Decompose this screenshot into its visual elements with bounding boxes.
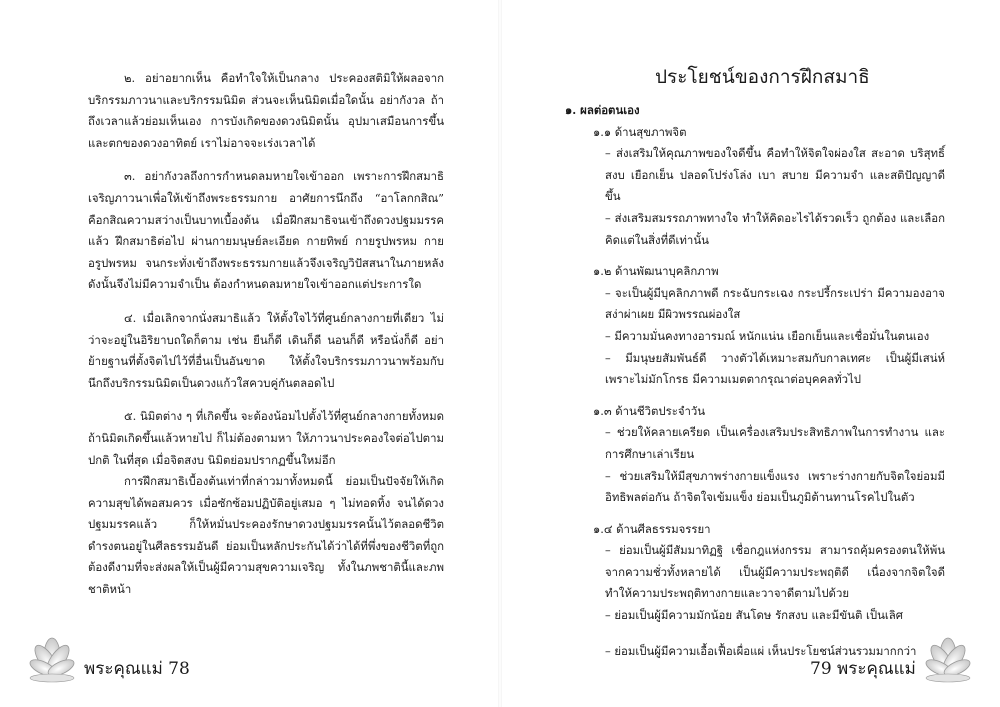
- list-item: – ย่อมเป็นผู้มีความเอื้อเฟื้อเผื่อแผ่ เห็นประโยชน์ส่วนรวมมากกว่า: [605, 643, 917, 658]
- left-page-body: [88, 68, 444, 601]
- lotus-icon: [918, 628, 978, 688]
- list-item: – ส่งเสริมสมรรถภาพทางใจ ทำให้คิดอะไรได้รวดเร็ว ถูกต้อง และเลือกคิดแต่ในสิ่งที่ดีเท่านั้น: [605, 210, 945, 247]
- paragraph-3: ๓. อย่ากังวลถึงการกำหนดลมหายใจเข้าออก เพราะการฝึกสมาธิเจริญภาวนาเพื่อให้เข้าถึงพระธรรมกาย อาศัยการนึกถึง “อาโลกกสิณ” คือกสิณความสว่างเป็นบาทเบื้องต้น เมื่อฝึกสมาธิจนเข้าถึงดวงปฐมมรรคแล้ว ฝึกสมาธิต่อไป ผ่านกายมนุษย์ละเอียด กายทิพย์ กายรูปพรหม กายอรูปพรหม จนกระทั่งเข้าถึงพระธรรมกายแล้วจึงเจริญวิปัสสนาในภายหลัง ดังนั้นจึงไม่มีความจำเป็น ต้องกำหนดลมหายใจเข้าออกแต่ประการใด: [88, 169, 444, 292]
- list-item: – ส่งเสริมให้คุณภาพของใจดีขึ้น คือทำให้จิตใจผ่องใส สะอาด บริสุทธิ์ สงบ เยือกเย็น ปลอดโปร่งโล่ง เบา สบาย มีความจำ และสติปัญญาดีขึ้น: [605, 146, 945, 204]
- right-page-body: [565, 100, 945, 662]
- subsection-heading: ๑.๓ ด้านชีวิตประจำวัน: [593, 403, 706, 418]
- right-page-footer: 79 พระคุณแม่: [810, 659, 916, 679]
- chapter-title: ประโยชน์ของการฝึกสมาธิ: [655, 66, 870, 88]
- paragraph-summary: การฝึกสมาธิเบื้องต้นเท่าที่กล่าวมาทั้งหมดนี้ ย่อมเป็นปัจจัยให้เกิดความสุขได้พอสมควร เมื่อซักซ้อมปฏิบัติอยู่เสมอ ๆ ไม่ทอดทิ้ง จนได้ดวงปฐมมรรคแล้ว ก็ให้หมั่นประคองรักษาดวงปฐมมรรคนั้นไว้ตลอดชีวิต ดำรงตนอยู่ในศีลธรรมอันดี ย่อมเป็นหลักประกันได้ว่าได้ที่พึ่งของชีวิตที่ถูกต้องดีงามที่จะส่งผลให้เป็นผู้มีความสุขความเจริญ ทั้งในภพชาตินี้และภพชาติหน้า: [88, 474, 444, 597]
- list-item: – จะเป็นผู้มีบุคลิกภาพดี กระฉับกระเฉง กระปรี้กระเปร่า มีความองอาจสง่าผ่าเผย มีผิวพรรณผ่องใส: [605, 285, 945, 322]
- subsection-heading: ๑.๑ ด้านสุขภาพจิต: [593, 124, 687, 139]
- list-item: – ช่วยเสริมให้มีสุขภาพร่างกายแข็งแรง เพราะร่างกายกับจิตใจย่อมมีอิทธิพลต่อกัน ถ้าจิตใจเข้มแข็ง ย่อมเป็นภูมิต้านทานโรคไปในตัว: [605, 468, 945, 505]
- paragraph-4: ๔. เมื่อเลิกจากนั่งสมาธิแล้ว ให้ตั้งใจไว้ที่ศูนย์กลางกายที่เดียว ไม่ว่าจะอยู่ในอิริยาบถใดก็ตาม เช่น ยืนก็ดี เดินก็ดี นอนก็ดี หรือนั่งก็ดี อย่าย้ายฐานที่ตั้งจิตไปไว้ที่อื่นเป็นอันขาด ให้ตั้งใจบริกรรมภาวนาพร้อมกับนึกถึงบริกรรมนิมิตเป็นดวงแก้วใสควบคู่กันตลอดไป: [88, 310, 444, 390]
- list-item: – ช่วยให้คลายเครียด เป็นเครื่องเสริมประสิทธิภาพในการทำงาน และการศึกษาเล่าเรียน: [605, 425, 945, 461]
- list-item: – ย่อมเป็นผู้มีสัมมาทิฏฐิ เชื่อกฎแห่งกรรม สามารถคุ้มครองตนให้พ้นจากความชั่วทั้งหลายได้ เป็นผู้มีความประพฤติดี เนื่องจากจิตใจดี ทำให้ความประพฤติทางกายและวาจาดีตามไปด้วย: [605, 543, 945, 601]
- paragraph-2: ๒. อย่าอยากเห็น คือทำใจให้เป็นกลาง ประคองสติมิให้ผลอจากบริกรรมภาวนาและบริกรรมนิมิต ส่วนจะเห็นนิมิตเมื่อใดนั้น อย่ากังวล ถ้าถึงเวลาแล้วย่อมเห็นเอง การบังเกิดของดวงนิมิตนั้น อุปมาเสมือนการขึ้นและตกของดวงอาทิตย์ เราไม่อาจจะเร่งเวลาได้: [88, 71, 444, 150]
- list-item: – มีมนุษยสัมพันธ์ดี วางตัวได้เหมาะสมกับกาลเทศะ เป็นผู้มีเสน่ห์ เพราะไม่มักโกรธ มีความเมตตากรุณาต่อบุคคลทั่วไป: [605, 350, 945, 387]
- lotus-icon: [22, 628, 82, 688]
- subsection-heading: ๑.๒ ด้านพัฒนาบุคลิกภาพ: [593, 264, 719, 279]
- subsection-heading: ๑.๔ ด้านศีลธรรมจรรยา: [593, 521, 711, 536]
- section-heading: ๑. ผลต่อตนเอง: [565, 103, 640, 117]
- paragraph-5: ๕. นิมิตต่าง ๆ ที่เกิดขึ้น จะต้องน้อมไปตั้งไว้ที่ศูนย์กลางกายทั้งหมด ถ้านิมิตเกิดขึ้นแล้วหายไป ก็ไม่ต้องตามหา ให้ภาวนาประคองใจต่อไปตามปกติ ในที่สุด เมื่อจิตสงบ นิมิตย่อมปรากฏขึ้นใหม่อีก: [88, 409, 444, 467]
- left-page-footer: พระคุณแม่ 78: [84, 659, 190, 679]
- list-item: – มีความมั่นคงทางอารมณ์ หนักแน่น เยือกเย็นและเชื่อมั่นในตนเอง: [605, 328, 930, 343]
- list-item: – ย่อมเป็นผู้มีความมักน้อย สันโดษ รักสงบ และมีขันติ เป็นเลิศ: [605, 608, 903, 623]
